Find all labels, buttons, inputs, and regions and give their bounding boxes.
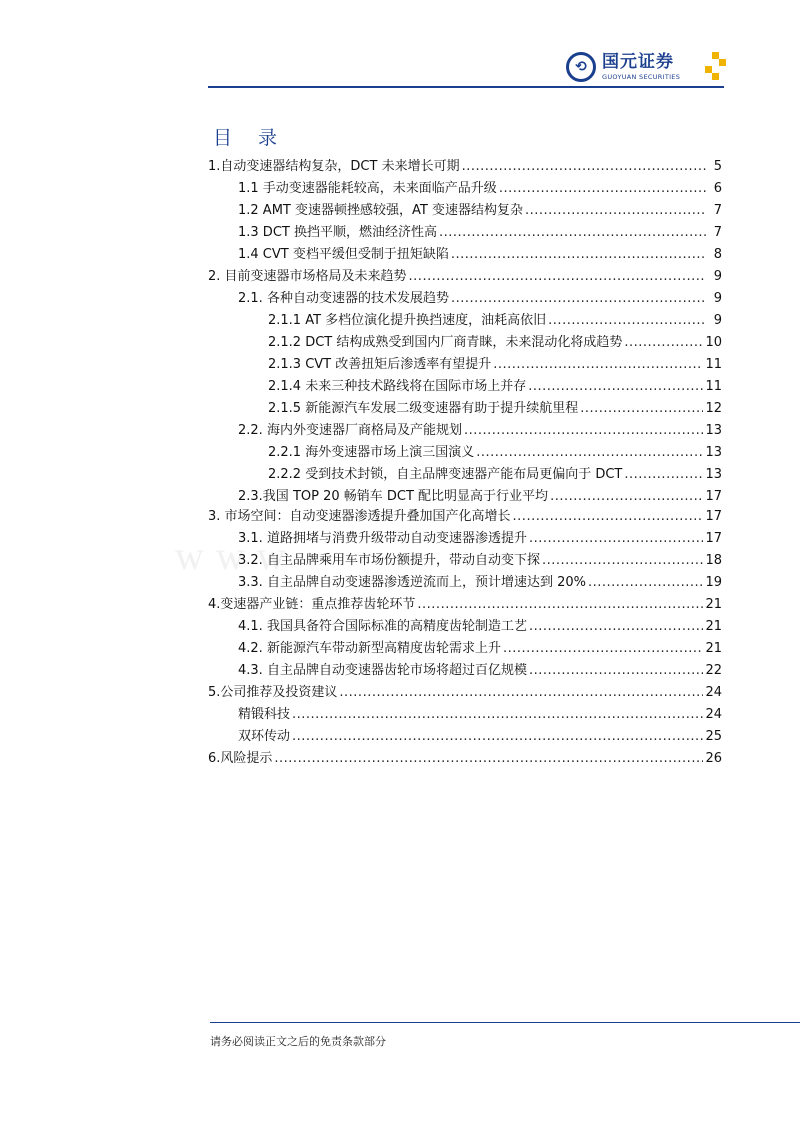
toc-dot-leader [292,727,703,747]
toc-dot-leader [476,443,703,463]
toc-entry-title: 2.2.2 受到技术封锁，自主品牌变速器产能布局更偏向于 DCT [268,467,623,482]
toc-entry-page: 13 [705,423,722,438]
toc-entry[interactable] [238,639,722,659]
toc-entry-title: 2.1.4 未来三种技术路线将在国际市场上并存 [268,379,527,394]
logo-text [602,51,681,81]
toc-entry[interactable] [208,157,722,177]
toc-entry[interactable] [238,617,722,637]
toc-entry-title: 3. 市场空间：自动变速器渗透提升叠加国产化高增长 [208,509,511,524]
toc-entry[interactable] [238,289,722,309]
toc-dot-leader [550,487,703,507]
toc-entry-title: 2.3.我国 TOP 20 畅销车 DCT 配比明显高于行业平均 [238,489,549,504]
toc-entry-page: 21 [705,619,722,634]
toc-dot-leader [274,749,703,769]
toc-dot-leader [542,551,704,571]
toc-entry-title: 2.2.1 海外变速器市场上演三国演义 [268,445,475,460]
toc-dot-leader [624,465,703,485]
toc-entry-page: 7 [713,203,722,218]
toc-entry-page: 6 [713,181,722,196]
toc-entry-page: 11 [705,357,722,372]
toc-entry-page: 24 [705,707,722,722]
toc-entry-page: 18 [705,553,722,568]
toc-entry[interactable] [238,245,722,265]
logo-mark-icon [566,52,596,82]
toc-dot-leader [409,267,706,287]
toc-entry[interactable] [238,201,722,221]
toc-entry-page: 5 [713,159,722,174]
toc-entry-title: 4.1. 我国具备符合国际标准的高精度齿轮制造工艺 [238,619,527,634]
toc-entry[interactable] [268,399,722,419]
toc-entry-title: 2.1.1 AT 多档位演化提升换挡速度，油耗高依旧 [268,313,547,328]
toc-entry-title: 3.3. 自主品牌自动变速器渗透逆流而上，预计增速达到 20% [238,575,586,590]
toc-entry-page: 8 [713,247,722,262]
toc-entry[interactable] [238,421,722,441]
toc-entry-page: 13 [705,467,722,482]
toc-dot-leader [529,661,704,681]
toc-entry[interactable] [208,595,722,615]
toc-entry[interactable] [238,179,722,199]
toc-dot-leader [451,245,706,265]
footer-divider [210,1022,800,1023]
toc-entry-title: 2.1.3 CVT 改善扭矩后渗透率有望提升 [268,357,492,372]
toc-entry-title: 1.3 DCT 换挡平顺，燃油经济性高 [238,225,437,240]
company-name-en: GUOYUAN SECURITIES [602,72,681,81]
toc-entry[interactable] [268,465,722,485]
watermark: www [175,533,298,578]
toc-entry-title: 1.4 CVT 变档平缓但受制于扭矩缺陷 [238,247,449,262]
toc-entry[interactable] [238,551,722,571]
toc-entry-page: 17 [705,531,722,546]
header-divider [208,86,724,88]
toc-entry-title: 精锻科技 [238,707,291,722]
toc-entry-title: 2.1. 各种自动变速器的技术发展趋势 [238,291,449,306]
toc-entry-page: 24 [705,685,722,700]
toc-entry-page: 22 [705,663,722,678]
toc-entry[interactable] [238,223,722,243]
toc-entry-title: 2.2. 海内外变速器厂商格局及产能规划 [238,423,462,438]
toc-entry[interactable] [238,705,722,725]
toc-entry[interactable] [208,267,722,287]
toc-entry-page: 17 [705,489,722,504]
toc-title: 目 录 [213,127,288,149]
toc-entry-page: 26 [705,751,722,766]
toc-dot-leader [529,617,704,637]
toc-dot-leader [292,705,703,725]
toc-entry-title: 1.2 AMT 变速器顿挫感较强，AT 变速器结构复杂 [238,203,523,218]
toc-dot-leader [499,179,706,199]
toc-entry-title: 1.1 手动变速器能耗较高，未来面临产品升级 [238,181,497,196]
toc-entry-title: 2.1.2 DCT 结构成熟受到国内厂商青睐，未来混动化将成趋势 [268,335,623,350]
toc-entry-page: 19 [705,575,722,590]
toc-entry[interactable] [268,377,722,397]
toc-dot-leader [513,507,704,527]
toc-entry[interactable] [208,749,722,769]
toc-entry-page: 9 [713,313,722,328]
toc-entry-page: 25 [705,729,722,744]
toc-entry-title: 双环传动 [238,729,291,744]
toc-entry[interactable] [238,573,722,593]
toc-dot-leader [493,355,703,375]
toc-entry[interactable] [268,355,722,375]
toc-entry[interactable] [268,443,722,463]
toc-entry-title: 3.1. 道路拥堵与消费升级带动自动变速器渗透提升 [238,531,527,546]
toc-dot-leader [417,595,703,615]
toc-dot-leader [528,377,703,397]
toc-entry-page: 10 [705,335,722,350]
toc-dot-leader [339,683,703,703]
toc-entry-page: 9 [713,269,722,284]
toc-dot-leader [624,333,703,353]
toc-entry-title: 5.公司推荐及投资建议 [208,685,338,700]
toc-entry[interactable] [238,487,722,507]
toc-dot-leader [503,639,704,659]
toc-dot-leader [529,529,704,549]
logo-squares-icon [698,52,726,80]
disclaimer-note: 请务必阅读正文之后的免责条款部分 [210,1035,386,1048]
toc-entry[interactable] [238,661,722,681]
toc-entry-page: 9 [713,291,722,306]
toc-entry-page: 7 [713,225,722,240]
toc-dot-leader [451,289,706,309]
logo-symbol: ⟲ [575,59,587,75]
toc-dot-leader [462,157,706,177]
toc-entry-title: 4.3. 自主品牌自动变速器齿轮市场将超过百亿规模 [238,663,527,678]
toc-entry-title: 4.2. 新能源汽车带动新型高精度齿轮需求上升 [238,641,501,656]
toc-entry-page: 17 [705,509,722,524]
toc-entry[interactable] [208,683,722,703]
toc-dot-leader [464,421,704,441]
toc-entry[interactable] [268,311,722,331]
toc-entry[interactable] [238,727,722,747]
toc-entry-title: 4.变速器产业链：重点推荐齿轮环节 [208,597,416,612]
toc-entry-page: 11 [705,379,722,394]
toc-entry-page: 13 [705,445,722,460]
toc-entry-title: 6.风险提示 [208,751,273,766]
toc-entry-page: 12 [705,401,722,416]
toc-entry-title: 2. 目前变速器市场格局及未来趋势 [208,269,407,284]
toc-dot-leader [588,573,703,593]
toc-dot-leader [525,201,706,221]
toc-dot-leader [548,311,706,331]
toc-entry-title: 2.1.5 新能源汽车发展二级变速器有助于提升续航里程 [268,401,579,416]
toc-dot-leader [439,223,706,243]
toc-entry[interactable] [268,333,722,353]
company-name-cn: 国元证券 [602,51,674,72]
company-logo [566,50,726,84]
toc-entry[interactable] [208,507,722,527]
toc-entry-title: 1.自动变速器结构复杂，DCT 未来增长可期 [208,159,460,174]
toc-entry-title: 3.2. 自主品牌乘用车市场份额提升，带动自动变下探 [238,553,540,568]
toc-entry-page: 21 [705,597,722,612]
toc-entry[interactable] [238,529,722,549]
toc-dot-leader [580,399,703,419]
toc-entry-page: 21 [705,641,722,656]
